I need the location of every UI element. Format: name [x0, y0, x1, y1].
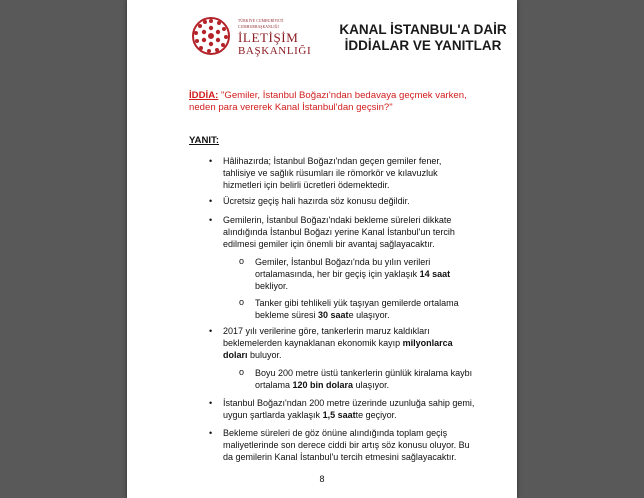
iletisim-baskanligi-logo — [191, 16, 351, 60]
bold-value: milyonlarca — [402, 338, 453, 348]
list-item-line: ulaşıyor. — [353, 380, 390, 390]
logo-line-2: CUMHURBAŞKANLIĞI — [238, 25, 279, 29]
list-item — [223, 325, 453, 361]
list-item-line: uygun şartlarda yaklaşık — [223, 410, 323, 420]
claim-label: İDDİA: — [189, 90, 219, 101]
list-item — [223, 397, 474, 421]
list-item-line: Hâlihazırda; İstanbul Boğazı'ndan geçen gemiler fener, — [223, 156, 442, 166]
claim-line-1: "Gemiler, İstanbul Boğazı'ndan bedavaya geçmek varken, — [218, 90, 467, 101]
logo-line-4: BAŞKANLIĞI — [238, 45, 312, 57]
bullet-dot: • — [209, 428, 213, 438]
list-item-line: Boyu 200 metre üstü tankerlerin günlük kiralama kaybı — [255, 368, 473, 378]
list-item-line: hizmetleri için belirli ücretleri ödemektedir. — [223, 180, 390, 190]
list-item-line: ortalama — [255, 380, 293, 390]
logo-line-3: İLETİŞİM — [238, 30, 299, 45]
bold-value: doları — [223, 350, 248, 360]
list-item — [223, 214, 455, 250]
claim-text — [189, 90, 489, 114]
bullet-dot: • — [209, 398, 213, 408]
list-item-line: maliyetlerinde son derece ciddi bir artış söz konusu oluyor. Bu — [223, 440, 470, 450]
list-item-line: İstanbul Boğazı'ndan 200 metre üzerinde uzunluğa sahip gemi, — [223, 398, 475, 408]
list-item-line: da gemilerin Kanal İstanbul'u tercih etmesini sağlayacaktır. — [223, 452, 457, 462]
sub-list-item — [255, 256, 450, 292]
bold-value: 1,5 saat — [322, 410, 356, 420]
list-item-line: Tanker gibi tehlikeli yük taşıyan gemilerde ortalama — [255, 298, 459, 308]
bullet-dot: • — [209, 326, 213, 336]
list-item-line: Bekleme süreleri de göz önüne alındığında toplam geçiş — [223, 428, 448, 438]
list-item-line: te geçiyor. — [355, 410, 397, 420]
list-item-line: ortalamasında, her bir geçiş için yaklaşık — [255, 269, 420, 279]
sub-list-item — [255, 297, 459, 321]
sub-list-item — [255, 367, 472, 391]
bullet-dot: • — [209, 215, 213, 225]
bold-value: 30 saat — [318, 310, 349, 320]
logo-line-1: TÜRKİYE CUMHURİYETİ — [238, 19, 284, 23]
list-item-line: Gemilerin, İstanbul Boğazı'ndaki bekleme süreleri dikkate — [223, 215, 452, 225]
list-item-line: beklemelerden kaynaklanan ekonomik kayıp — [223, 338, 403, 348]
sub-bullet-circle: o — [239, 256, 245, 266]
document-page[interactable] — [127, 0, 517, 498]
list-item — [223, 427, 470, 463]
list-item-line: Gemiler, İstanbul Boğazı'nda bu yılın verileri — [255, 257, 431, 267]
list-item-line: Ücretsiz geçiş hali hazırda söz konusu değildir. — [223, 196, 410, 206]
list-item-line: 2017 yılı verilerine göre, tankerlerin maruz kaldıkları — [223, 326, 430, 336]
list-item — [223, 195, 410, 207]
bullet-dot: • — [209, 196, 213, 206]
title-line-2: İDDİALAR VE YANITLAR — [344, 38, 502, 53]
bold-value: 120 bin dolara — [292, 380, 354, 390]
bullet-dot: • — [209, 156, 213, 166]
list-item-line: alındığında İstanbul Boğazı yerine Kanal İstanbul'un tercih — [223, 227, 455, 237]
bold-value: 14 saat — [419, 269, 451, 279]
answer-label: YANIT: — [189, 135, 220, 146]
list-item-line: edilmesi gemiler için önemli bir avantaj sağlayacaktır. — [223, 239, 435, 249]
sub-bullet-circle: o — [239, 297, 245, 307]
list-item-line: buluyor. — [247, 350, 282, 360]
page-number: 8 — [319, 474, 325, 484]
title-line-1: KANAL İSTANBUL'A DAİR — [339, 22, 507, 37]
list-item-line: bekliyor. — [255, 281, 289, 291]
emblem-icon — [191, 16, 231, 56]
claim-line-2: neden para vererek Kanal İstanbul'dan geçsin?" — [189, 102, 393, 113]
sub-bullet-circle: o — [239, 367, 245, 377]
list-item — [223, 155, 441, 191]
list-item-line: e ulaşıyor. — [348, 310, 390, 320]
list-item-line: tahlisiye ve sağlık rüsumları ile römorkör ve kılavuzluk — [223, 168, 438, 178]
list-item-line: bekleme süresi — [255, 310, 319, 320]
page-title — [333, 22, 513, 54]
